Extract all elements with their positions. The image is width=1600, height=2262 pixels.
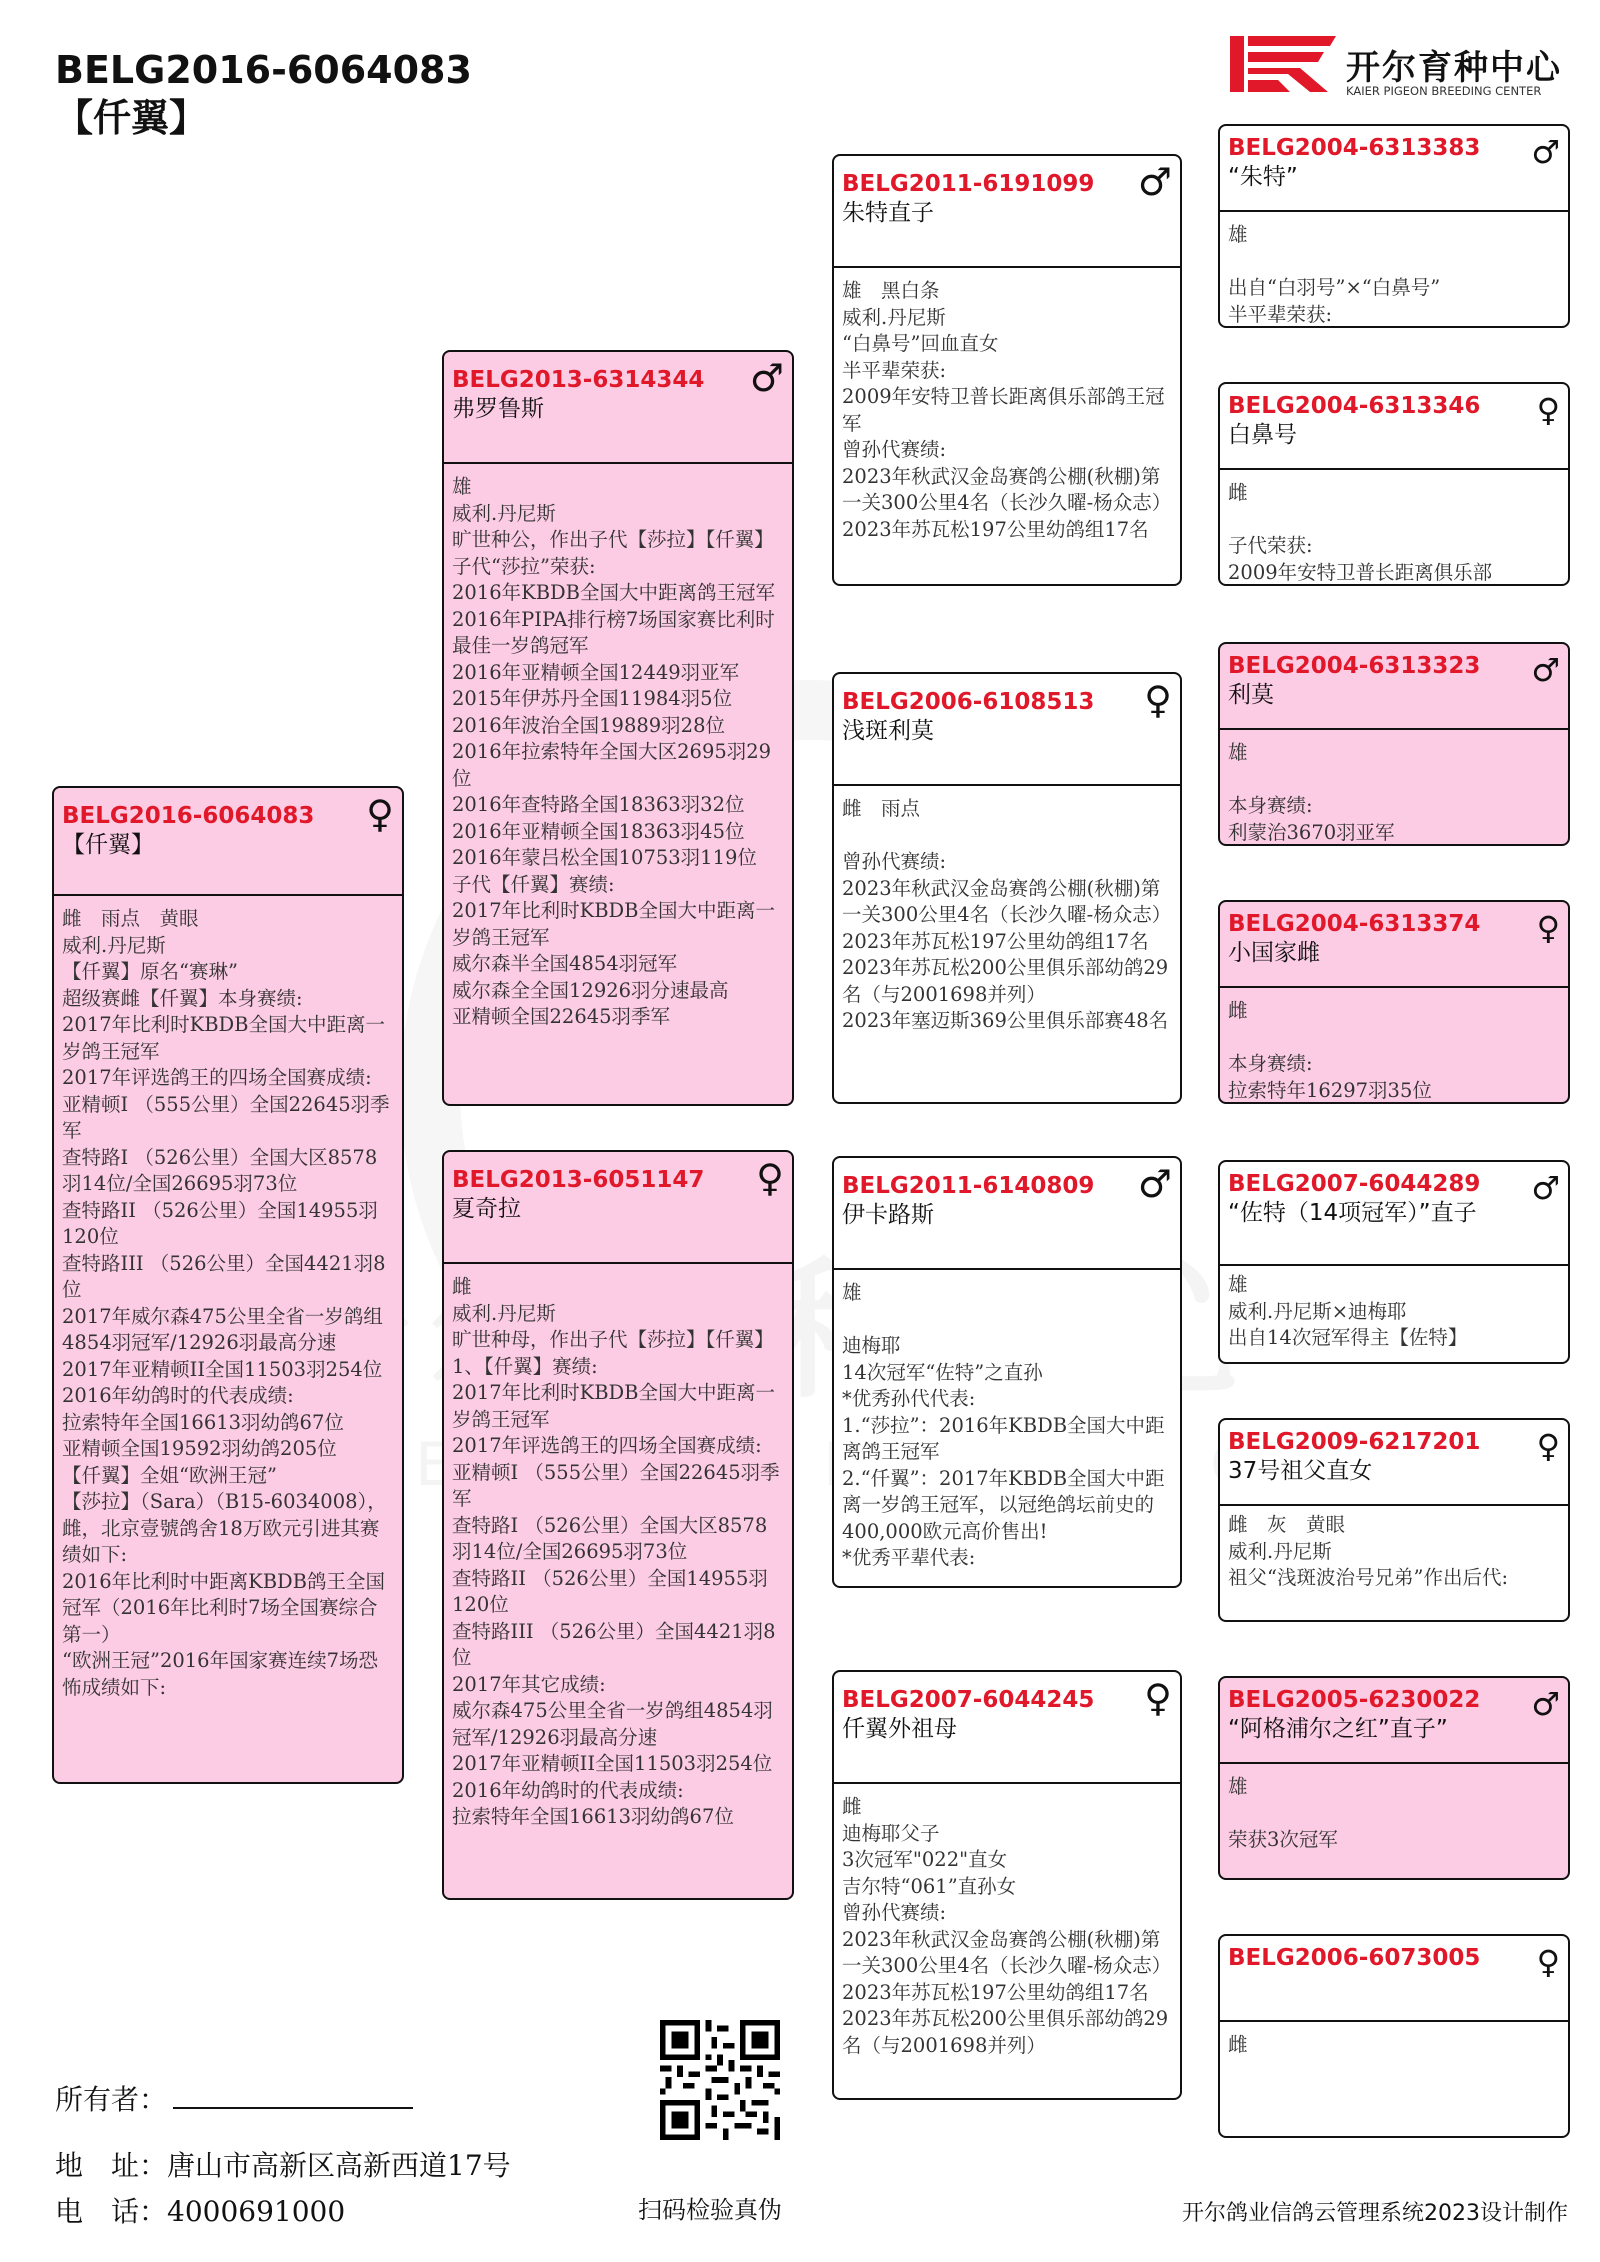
- female-symbol-icon: ♀: [1144, 1676, 1172, 1720]
- card-header: [444, 1152, 792, 1264]
- male-symbol-icon: ♂: [1137, 1162, 1172, 1206]
- female-symbol-icon: ♀: [756, 1156, 784, 1200]
- logo-english-text: KAIER PIGEON BREEDING CENTER: [1346, 84, 1542, 98]
- card-details: 雄 迪梅耶 14次冠军“佐特”之直孙 *优秀孙代代表: 1.“莎拉”：2016年KBDB全国大中距离鸽王冠军 2.“仟翼”：2017年KBDB全国大中距离一岁鸽王冠军，以冠绝鸽坛前史的400,000欧元高价售出! *优秀平辈代表:: [842, 1281, 1165, 1569]
- pedigree-card-dam[interactable]: [442, 1150, 794, 1900]
- pedigree-card-ssd[interactable]: [1218, 382, 1570, 586]
- pedigree-card-sire-sire[interactable]: [832, 154, 1182, 586]
- male-symbol-icon: ♂: [1531, 1685, 1560, 1723]
- card-details: 雄 威利.丹尼斯 旷世种公，作出子代【莎拉】【仟翼】 子代“莎拉”荣获: 2016年KBDB全国大中距离鸽王冠军 2016年PIPA排行榜7场国家赛比利时最佳一岁鸽冠军 2016年亚精顿全国12449羽亚军 2015年伊苏丹全国11984羽5位 2016年波治全国19889羽28位 2016年拉索特年全国大区2695羽29位 2016年查特路全国18363羽32位 2016年亚精顿全国18363羽45位 2016年蒙吕松全国10753羽119位 子代【仟翼】赛绩: 2017年比利时KBDB全国大中距离一岁鸽王冠军 威尔森半全国4854羽冠军 威尔森全全国12926羽分速最高 亚精顿全国22645羽季军: [452, 475, 775, 1028]
- address-line: 地 址：唐山市高新区高新西道17号: [55, 2149, 511, 2182]
- pigeon-name: 利莫: [1228, 682, 1274, 708]
- kaier-logo-icon: [1228, 34, 1338, 94]
- pigeon-name: 仟翼外祖母: [842, 1716, 957, 1742]
- female-symbol-icon: ♀: [1536, 909, 1560, 947]
- card-details: 雌 灰 黄眼 威利.丹尼斯 祖父“浅斑波治号兄弟”作出后代:: [1228, 1513, 1509, 1589]
- ring-number: BELG2004-6313323: [1228, 653, 1481, 679]
- pigeon-name: 伊卡路斯: [842, 1202, 934, 1228]
- card-header: [1220, 1162, 1568, 1266]
- card-header: [1220, 902, 1568, 988]
- pedigree-card-dam-dam[interactable]: [832, 1670, 1182, 2100]
- card-details: 雌 雨点 黄眼 威利.丹尼斯 【仟翼】原名“赛琳” 超级赛雌【仟翼】本身赛绩: 2017年比利时KBDB全国大中距离一岁鸽王冠军 2017年评选鸽王的四场全国赛成绩: 亚精顿I （555公里）全国22645羽季军 查特路I （526公里）全国大区8578羽14位/全国26695羽73位 查特路II （526公里）全国14955羽120位 查特路III （526公里）全国4421羽8位 2017年威尔森475公里全省一岁鸽组4854羽冠军/12926羽最高分速 2017年亚精顿II全国11503羽254位 2016年幼鸽时的代表成绩: 拉索特年全国16613羽幼鸽67位 亚精顿全国19592羽幼鸽205位 【仟翼】全姐“欧洲王冠” 【莎拉】（Sara）（B15-6034008），雌，北京壹號鸽舍18万欧元引进其赛绩如下: 2016年比利时中距离KBDB鸽王全国冠军（2016年比利时7场全国赛综合第一） “欧洲王冠”2016年国家赛连续7场恐怖成绩如下:: [62, 907, 390, 1699]
- brand-logo: [1228, 34, 1568, 100]
- page-title: [55, 46, 472, 142]
- title-name: 【仟翼】: [55, 96, 208, 140]
- female-symbol-icon: ♀: [1536, 1427, 1560, 1465]
- pigeon-name: 浅斑利莫: [842, 718, 934, 744]
- card-header: [1220, 644, 1568, 730]
- female-symbol-icon: ♀: [1536, 1943, 1560, 1981]
- pedigree-card-dss[interactable]: [1218, 1160, 1570, 1364]
- female-symbol-icon: ♀: [366, 792, 394, 836]
- card-details: 雄 荣获3次冠军: [1228, 1775, 1338, 1851]
- owner-blank-line[interactable]: [173, 2085, 413, 2109]
- card-header: [834, 674, 1180, 786]
- pedigree-card-sds[interactable]: [1218, 642, 1570, 846]
- male-symbol-icon: ♂: [1137, 160, 1172, 204]
- pigeon-name: “佐特（14项冠军）”直子: [1228, 1200, 1477, 1226]
- male-symbol-icon: ♂: [1531, 1169, 1560, 1207]
- male-symbol-icon: ♂: [1531, 133, 1560, 171]
- card-header: [1220, 384, 1568, 470]
- card-header: [1220, 126, 1568, 212]
- ring-number: BELG2007-6044245: [842, 1687, 1095, 1713]
- female-symbol-icon: ♀: [1536, 391, 1560, 429]
- pigeon-name: 【仟翼】: [62, 832, 154, 858]
- ring-number: BELG2007-6044289: [1228, 1171, 1481, 1197]
- pedigree-card-sire[interactable]: [442, 350, 794, 1106]
- pigeon-name: 弗罗鲁斯: [452, 396, 544, 422]
- card-header: [444, 352, 792, 464]
- pigeon-name: 小国家雌: [1228, 940, 1320, 966]
- pigeon-name: “阿格浦尔之红”直子”: [1228, 1716, 1448, 1742]
- pedigree-card-dsd[interactable]: [1218, 1418, 1570, 1622]
- pigeon-name: “朱特”: [1228, 164, 1298, 190]
- made-by-credit: 开尔鸽业信鸽云管理系统2023设计制作: [1182, 2201, 1568, 2226]
- ring-number: BELG2011-6191099: [842, 171, 1095, 197]
- card-header: [834, 156, 1180, 268]
- pigeon-name: 37号祖父直女: [1228, 1458, 1373, 1484]
- card-details: 雌 威利.丹尼斯 旷世种母，作出子代【莎拉】【仟翼】 1、【仟翼】赛绩: 2017年比利时KBDB全国大中距离一岁鸽王冠军 2017年评选鸽王的四场全国赛成绩: 亚精顿I （555公里）全国22645羽季军 查特路I （526公里）全国大区8578羽14位/全国26695羽73位 查特路II （526公里）全国14955羽120位 查特路III （526公里）全国4421羽8位 2017年其它成绩: 威尔森475公里全省一岁鸽组4854羽冠军/12926羽最高分速 2017年亚精顿II全国11503羽254位 2016年幼鸽时的代表成绩: 拉索特年全国16613羽幼鸽67位: [452, 1275, 780, 1828]
- ring-number: BELG2011-6140809: [842, 1173, 1095, 1199]
- owner-label: 所有者：: [55, 2083, 168, 2116]
- card-header: [1220, 1678, 1568, 1764]
- female-symbol-icon: ♀: [1144, 678, 1172, 722]
- ring-number: BELG2016-6064083: [62, 803, 315, 829]
- card-details: 雄 出自“白羽号”×“白鼻号” 半平辈荣获:: [1228, 223, 1441, 326]
- card-details: 雌: [1228, 2033, 1248, 2056]
- pedigree-card-dam-sire[interactable]: [832, 1156, 1182, 1588]
- pedigree-card-ddd[interactable]: [1218, 1934, 1570, 2138]
- card-details: 雌 子代荣获: 2009年安特卫普长距离俱乐部: [1228, 481, 1493, 584]
- card-header: [834, 1158, 1180, 1270]
- ring-number: BELG2004-6313346: [1228, 393, 1481, 419]
- male-symbol-icon: ♂: [749, 356, 784, 400]
- ring-number: BELG2004-6313374: [1228, 911, 1481, 937]
- phone-line: 电 话：4000691000: [55, 2195, 346, 2228]
- qr-caption: 扫码检验真伪: [638, 2196, 782, 2224]
- ring-number: BELG2013-6051147: [452, 1167, 705, 1193]
- logo-chinese-text: 开尔育种中心: [1346, 48, 1562, 88]
- card-details: 雌 本身赛绩: 拉索特年16297羽35位: [1228, 999, 1432, 1102]
- card-details: 雄 黑白条 威利.丹尼斯 “白鼻号”回血直女 半平辈荣获: 2009年安特卫普长距离俱乐部鸽王冠军 曾孙代赛绩: 2023年秋武汉金岛赛鸽公棚(秋棚)第一关300公里4名（长沙久曜-杨众志） 2023年苏瓦松197公里幼鸽组17名: [842, 279, 1172, 541]
- pedigree-card-sss[interactable]: [1218, 124, 1570, 328]
- pedigree-card-subject[interactable]: [52, 786, 404, 1784]
- pedigree-card-dds[interactable]: [1218, 1676, 1570, 1880]
- pedigree-card-sdd[interactable]: [1218, 900, 1570, 1104]
- ring-number: BELG2013-6314344: [452, 367, 705, 393]
- qr-code-icon: [660, 2020, 780, 2140]
- card-header: [1220, 1936, 1568, 2022]
- qr-code[interactable]: [660, 2020, 780, 2140]
- male-symbol-icon: ♂: [1531, 651, 1560, 689]
- card-details: 雌 雨点 曾孙代赛绩: 2023年秋武汉金岛赛鸽公棚(秋棚)第一关300公里4名（长沙久曜-杨众志） 2023年苏瓦松197公里幼鸽组17名 2023年苏瓦松200公里俱乐部幼鸽29名（与2001698并列） 2023年塞迈斯369公里俱乐部赛48名: [842, 797, 1172, 1032]
- pedigree-card-sire-dam[interactable]: [832, 672, 1182, 1104]
- card-header: [54, 788, 402, 896]
- owner-field: [55, 2078, 413, 2118]
- ring-number: BELG2004-6313383: [1228, 135, 1481, 161]
- pigeon-name: 夏奇拉: [452, 1196, 521, 1222]
- card-details: 雌 迪梅耶父子 3次冠军"022"直女 吉尔特“061”直孙女 曾孙代赛绩: 2023年秋武汉金岛赛鸽公棚(秋棚)第一关300公里4名（长沙久曜-杨众志） 2023年苏瓦松197公里幼鸽组17名 2023年苏瓦松200公里俱乐部幼鸽29名（与2001698并列）: [842, 1795, 1172, 2057]
- ring-number: BELG2006-6073005: [1228, 1945, 1481, 1971]
- ring-number: BELG2005-6230022: [1228, 1687, 1481, 1713]
- pigeon-name: 朱特直子: [842, 200, 934, 226]
- card-details: 雄 本身赛绩: 利蒙治3670羽亚军: [1228, 741, 1395, 844]
- ring-number: BELG2009-6217201: [1228, 1429, 1481, 1455]
- card-header: [834, 1672, 1180, 1784]
- title-ring: BELG2016-6064083: [55, 48, 472, 92]
- ring-number: BELG2006-6108513: [842, 689, 1095, 715]
- pigeon-name: 白鼻号: [1228, 422, 1297, 448]
- card-details: 雄 威利.丹尼斯×迪梅耶 出自14次冠军得主【佐特】: [1228, 1273, 1468, 1349]
- card-header: [1220, 1420, 1568, 1506]
